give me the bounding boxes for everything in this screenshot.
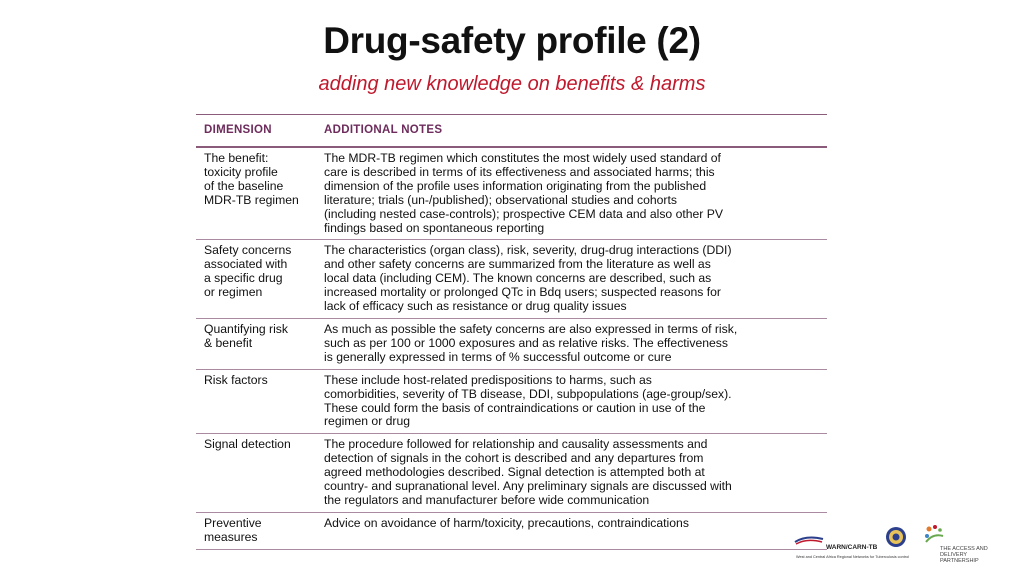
table-row [196,513,827,550]
table-row [196,240,827,319]
table-row [196,148,827,240]
row-notes: These include host-related predispositions to harms, such as comorbidities, severity of TB disease, DDI, subpopulations (age-group/sex). These could form the basis of contraindications or caution in use of the regimen or drug [324,372,732,429]
slide-subtitle: adding new knowledge on benefits & harms [318,73,706,95]
row-dimension: The benefit: toxicity profile of the baseline MDR-TB regimen [204,151,299,207]
access-delivery-partnership-logo [923,524,993,564]
adp-name: THE ACCESS AND DELIVERY PARTNERSHIP [940,546,988,564]
warn-name: WARN/CARN-TB [826,544,878,551]
row-notes: The MDR-TB regimen which constitutes the most widely used standard of care is described in terms of its effectiveness and associated harms; this dimension of the profile uses information originating from the published literature; trials (un-/published); observational studies and cohorts (including nested case-controls); prospective CEM data and also other PV findings based on spontaneous reporting [324,151,724,235]
table-row [196,370,827,435]
adp-dots-icon [923,524,949,546]
table-row [196,434,827,513]
table-header [196,115,827,148]
slide-title: Drug-safety profile (2) [323,20,701,61]
warn-swoosh-icon [794,534,824,546]
row-dimension: Risk factors [204,372,268,387]
row-notes: The procedure followed for relationship and causality assessments and detection of signals in the cohort is described and any departures from agreed methodologies described. Signal detection is attempted both at country- and supranational level. Any preliminary signals are discussed with the regulators and manufacturer before wide communication [324,437,732,507]
row-notes: As much as possible the safety concerns are also expressed in terms of risk, such as per 100 or 1000 exposures and as relative risks. The effectiveness is generally expressed in terms of % successful outcome or cure [324,321,738,364]
seal-icon [885,526,907,548]
row-notes: The characteristics (organ class), risk, severity, drug-drug interactions (DDI) and other safety concerns are summarized from the literature as well as local data (including CEM). The known concerns are described, such as increased mortality or prolonged QTc in Bdq users; suspected reasons for lack of efficacy such as resistance or drug quality issues [324,243,732,314]
table-row [196,319,827,370]
notes-table [196,114,827,550]
row-dimension: Safety concerns associated with a specific drug or regimen [204,243,292,300]
row-dimension: Preventive measures [204,515,262,544]
header-additional-notes: ADDITIONAL NOTES [324,123,443,136]
row-dimension: Signal detection [204,437,291,452]
row-dimension: Quantifying risk & benefit [204,321,288,350]
row-notes: Advice on avoidance of harm/toxicity, precautions, contraindications [324,515,689,530]
header-dimension: DIMENSION [204,123,272,136]
warn-tagline: West and Central Africa Regional Networks for Tuberculosis control [796,555,910,559]
